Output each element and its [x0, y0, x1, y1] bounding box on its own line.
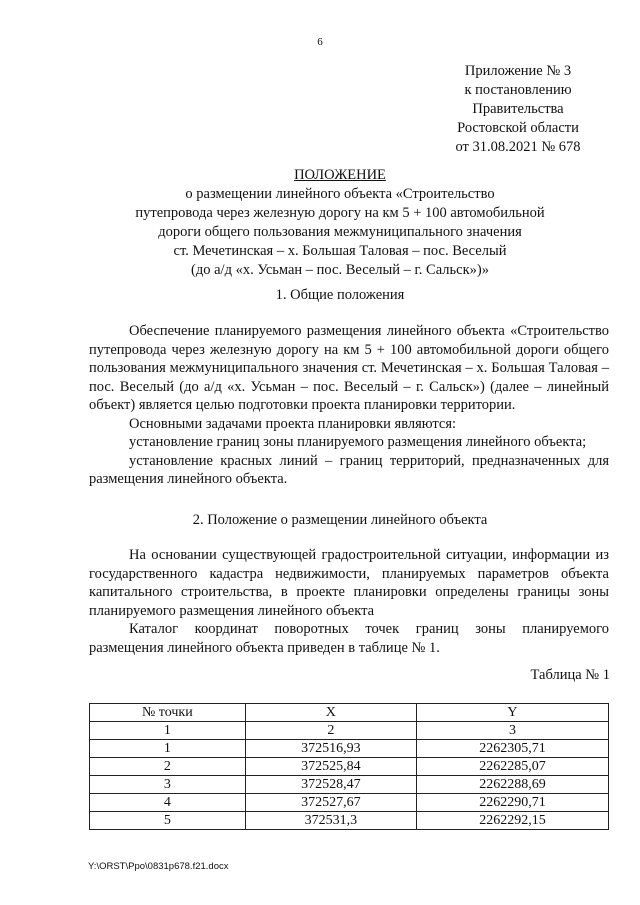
header-y: Y: [416, 704, 608, 722]
table-cell: 372528,47: [245, 776, 416, 794]
title-line: (до а/д «х. Усьман – пос. Веселый – г. Сальск»)»: [191, 262, 489, 278]
table-cell: 2262292,15: [416, 812, 608, 830]
table-row: [90, 812, 609, 830]
document-title: [60, 166, 620, 280]
table-label: Таблица № 1: [530, 667, 610, 683]
table-row: [90, 776, 609, 794]
table-cell: 1: [90, 740, 246, 758]
title-line: ст. Мечетинская – х. Большая Таловая – пос. Веселый: [173, 243, 507, 259]
header-point-number: № точки: [90, 704, 246, 722]
appendix-line: Ростовской области: [457, 120, 579, 136]
section-2-heading: 2. Положение о размещении линейного объекта: [192, 512, 488, 528]
title-heading: ПОЛОЖЕНИЕ: [294, 167, 386, 183]
title-line: путепровода через железную дорогу на км 5 + 100 автомобильной: [135, 205, 545, 221]
table-cell: 372527,67: [245, 794, 416, 812]
section-1-heading: 1. Общие положения: [275, 287, 405, 303]
table-cell: 5: [90, 812, 246, 830]
appendix-line: Приложение № 3: [464, 63, 572, 79]
file-path-footer: Y:\ORST\Ppo\0831p678.f21.docx: [88, 861, 229, 872]
title-line: дороги общего пользования межмуниципального значения: [158, 224, 522, 240]
paragraph: На основании существующей градостроительной ситуации, информации из государственного кадастра недвижимости, планируемых параметров объекта капитального строительства, в проекте планировки определены границы зоны планируемого размещения линейного объекта: [89, 547, 609, 619]
table-cell: 1: [90, 722, 246, 740]
appendix-line: к постановлению: [464, 82, 572, 98]
coordinates-table: [89, 703, 609, 830]
table-row: [90, 758, 609, 776]
table-cell: 2: [245, 722, 416, 740]
section-2-body: [89, 546, 609, 657]
table-cell: 372516,93: [245, 740, 416, 758]
table-cell: 3: [416, 722, 608, 740]
title-line: о размещении линейного объекта «Строительство: [185, 186, 495, 202]
table-header-row: [90, 704, 609, 722]
paragraph: Основными задачами проекта планировки являются:: [129, 415, 457, 432]
page-number: 6: [317, 36, 323, 48]
section-1-body: [89, 322, 609, 489]
paragraph: установление границ зоны планируемого размещения линейного объекта;: [129, 434, 587, 450]
appendix-line: Правительства: [472, 101, 564, 117]
header-x: X: [245, 704, 416, 722]
table-cell: 372525,84: [245, 758, 416, 776]
table-cell: 2262288,69: [416, 776, 608, 794]
table-numbering-row: [90, 722, 609, 740]
paragraph: Обеспечение планируемого размещения линейного объекта «Строительство путепровода через железную дорогу на км 5 + 100 автомобильной дороги общего пользования межмуниципального значения ст. Мечетинская – х. Большая Таловая – пос. Веселый (до а/д «х. Усьман – пос. Веселый – г. Сальск») (далее – линейный объект) является целью подготовки проекта планировки территории.: [89, 323, 609, 413]
table-row: [90, 740, 609, 758]
appendix-block: [418, 62, 618, 157]
paragraph: Каталог координат поворотных точек границ зоны планируемого размещения линейного объекта приведен в таблице № 1.: [89, 621, 609, 656]
table-cell: 2262290,71: [416, 794, 608, 812]
table-row: [90, 794, 609, 812]
table-cell: 2262305,71: [416, 740, 608, 758]
appendix-line: от 31.08.2021 № 678: [455, 139, 581, 155]
table-cell: 4: [90, 794, 246, 812]
table-cell: 3: [90, 776, 246, 794]
table-cell: 2262285,07: [416, 758, 608, 776]
table-cell: 2: [90, 758, 246, 776]
paragraph: установление красных линий – границ территорий, предназначенных для размещения линейного объекта.: [89, 452, 609, 487]
table-cell: 372531,3: [245, 812, 416, 830]
